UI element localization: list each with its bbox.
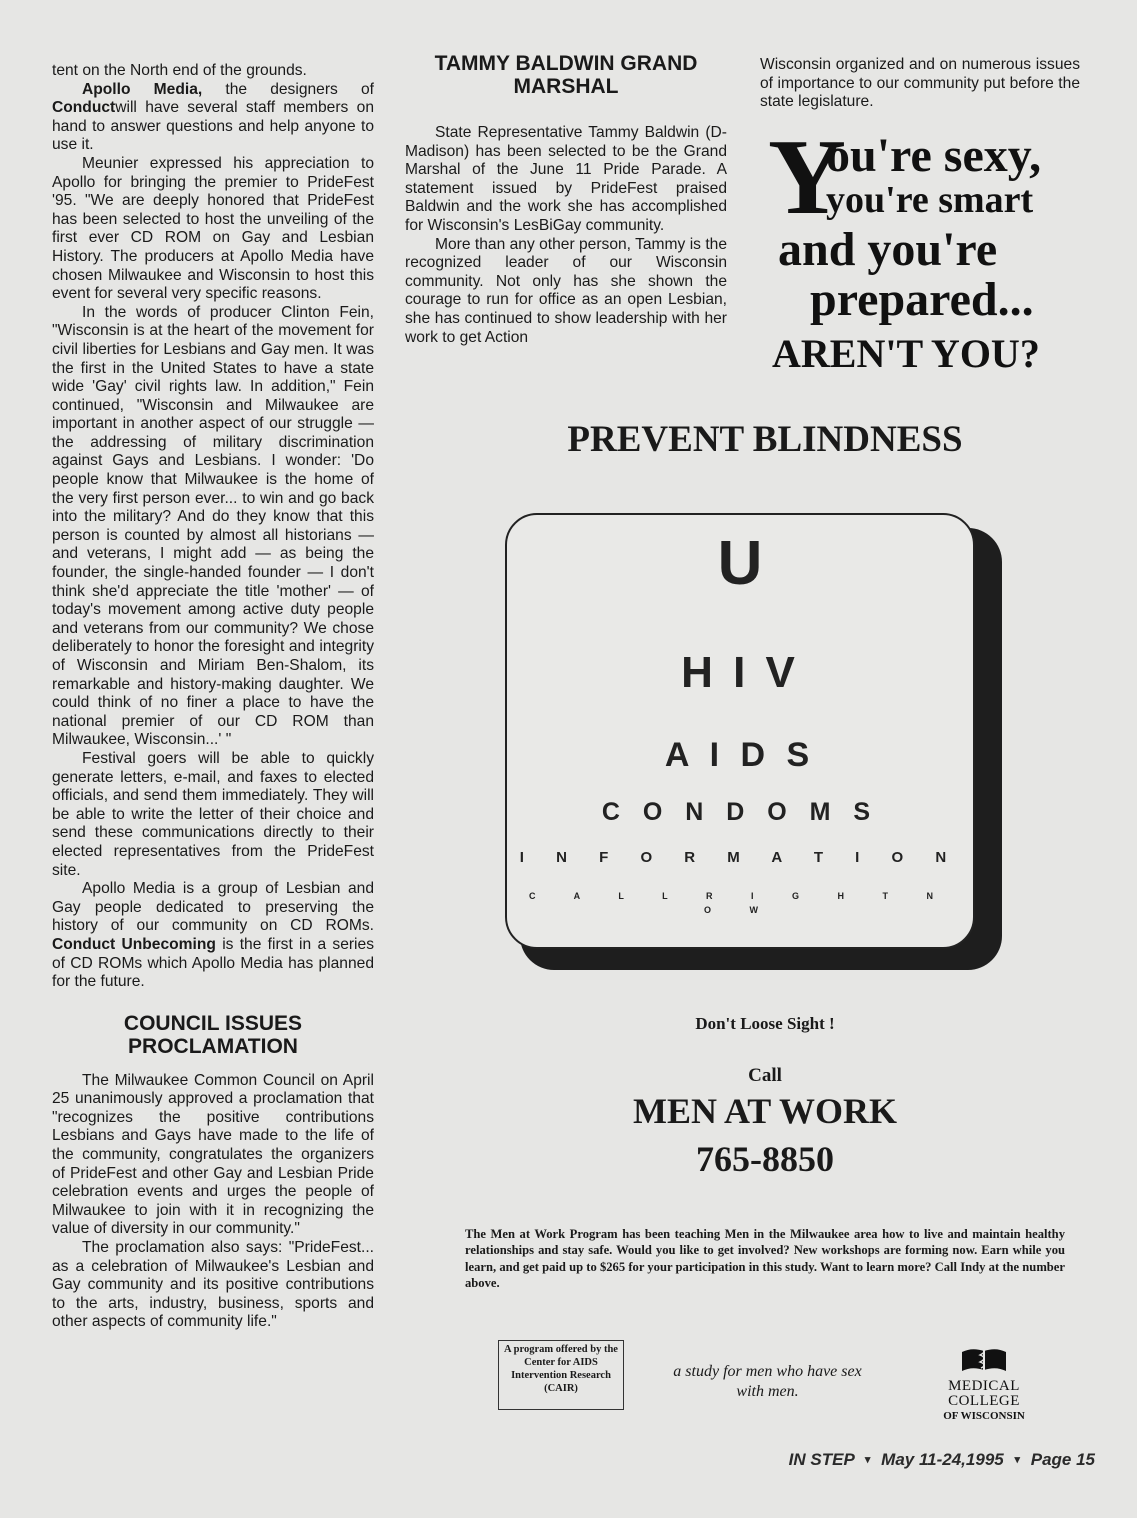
paragraph: More than any other person, Tammy is the recognized leader of our Wisconsin community. Not only has she shown the courage to run for office as an open Lesbian, she has continued to show leadership with her work to get Action	[405, 235, 727, 346]
call-label: Call	[748, 1065, 782, 1086]
section-heading: TAMMY BALDWIN GRAND MARSHAL	[434, 52, 698, 98]
paragraph: Wisconsin organized and on numerous issues of importance to our community put before the state legislature.	[760, 56, 1080, 111]
ad-body-text: The Men at Work Program has been teaching Men in the Milwaukee area how to live and maintain healthy relationships and stay safe. Would you like to get involved? New workshops are forming now. Earn while you learn, and get paid up to $265 for your participation in this study. Want to learn more? Call Indy at the number above.	[465, 1227, 1065, 1290]
paragraph: State Representative Tammy Baldwin (D-Madison) has been selected to be the Grand Marshal of the June 11 Pride Parade. A statement issued by PrideFest praised Baldwin and the work she has accomplished for Wisconsin's LesBiGay community.	[405, 124, 727, 234]
logo-line: COLLEGE	[948, 1393, 1020, 1409]
publication-name: IN STEP	[788, 1450, 855, 1469]
eye-chart-row: U	[717, 529, 763, 598]
eye-chart-row: A I D S	[664, 736, 816, 774]
separator: ▾	[1014, 1454, 1020, 1466]
paragraph	[52, 81, 374, 155]
paragraph: The proclamation also says: "PrideFest... as a celebration of Milwaukee's Lesbian and Gay community and its positive contributions to the arts, industry, business, sports and other aspects of community life."	[52, 1239, 374, 1331]
paragraph: The Milwaukee Common Council on April 25 unanimously approved a proclamation that "recognizes the positive contributions Lesbians and Gays have made to the life of the community, congratulates the organizers of PrideFest and other Gay and Lesbian Pride celebration events and urges the people of Milwaukee to join with it in recognizing the value of diversity in our community."	[52, 1071, 374, 1238]
bold-text: Apollo Media,	[82, 80, 203, 98]
medical-college-logo	[928, 1342, 1040, 1423]
article-column-3	[760, 56, 1080, 112]
issue-date: May 11-24,1995	[881, 1450, 1004, 1469]
separator: ▾	[864, 1454, 871, 1466]
paragraph: tent on the North end of the grounds.	[52, 62, 307, 79]
text: will have several staff members on hand to answer questions and help anyone to use it.	[52, 99, 374, 154]
eye-chart-row: C O N D O M S	[601, 798, 879, 826]
page-footer	[700, 1450, 1095, 1470]
logo-line: OF WISCONSIN	[943, 1410, 1025, 1422]
book-caduceus-icon	[959, 1342, 1009, 1374]
headline-line: ou're sexy,	[826, 129, 1042, 182]
page-number: Page 15	[1030, 1450, 1095, 1469]
big-letter: Y	[768, 118, 846, 237]
paragraph	[52, 880, 374, 992]
paragraph: Festival goers will be able to quickly generate letters, e-mail, and faxes to elected officials, and send them immediately. They will be able to write the letter of their choice and send these communications directly to their elected representatives from the PrideFest site.	[52, 749, 374, 879]
study-tagline: a study for men who have sex with men.	[673, 1363, 862, 1400]
men-at-work: MEN AT WORK	[632, 1091, 898, 1131]
section-heading: COUNCIL ISSUES PROCLAMATION	[123, 1011, 303, 1058]
eye-chart	[505, 513, 975, 949]
eye-chart-row: I N F O R M A T I O N	[519, 849, 961, 866]
dont-loose-sight: Don't Loose Sight !	[695, 1014, 835, 1033]
phone-number: 765-8850	[696, 1139, 834, 1179]
article-column-2	[405, 52, 727, 347]
eye-chart-row: C A L L R I G H T N O W	[528, 891, 951, 915]
text: the designers of	[202, 80, 375, 98]
headline-line: AREN'T YOU?	[772, 331, 1040, 376]
prevent-blindness-heading: PREVENT BLINDNESS	[567, 419, 963, 460]
headline-line: you're smart	[826, 179, 1034, 221]
eye-chart-row: H I V	[681, 648, 799, 697]
article-column-1	[52, 62, 374, 1332]
bold-text: Conduct Unbecoming	[52, 935, 216, 953]
bold-text: Conduct	[52, 99, 116, 117]
text: is the first in a series of CD ROMs which Apollo Media has planned for the future.	[52, 935, 374, 991]
headline-line: prepared...	[810, 273, 1034, 326]
headline-line: and you're	[778, 223, 998, 276]
text: Apollo Media is a group of Lesbian and Gay people dedicated to preserving the history of our community on CD ROMs.	[52, 880, 374, 935]
paragraph: Meunier expressed his appreciation to Apollo for bringing the premier to PrideFest '95. "We are deeply honored that PrideFest has been selected to host the unveiling of the first ever CD ROM on Gay and Lesbian History. The producers at Apollo Media have chosen Milwaukee and Wisconsin to host this event for several very specific reasons.	[52, 154, 374, 303]
cair-box: A program offered by the Center for AIDS Intervention Research (CAIR)	[498, 1340, 624, 1410]
paragraph: In the words of producer Clinton Fein, "Wisconsin is at the heart of the movement for civil liberties for Lesbians and Gay men. It was the first in the United States to have a state wide 'Gay' civil rights law. In addition," Fein continued, "Wisconsin and Milwaukee are important in another aspect of our struggle — the addressing of military discrimination against Gays and Lesbians. I wonder: 'Do people know that Milwaukee is the home of the very first person ever... to win and go back into the military? And do they know that this person is counted by almost all historians — and veterans, I might add — as being the founder, the single-handed founder — I don't think she'd appreciate the title 'mother' — of today's movement among active duty people and veterans from our community? We chose deliberately to honor the foresight and integrity of Wisconsin and Miriam Ben-Shalom, its remarkable and history-making daughter. We could think of no finer a place to have the national premier of our CD ROM than Milwaukee, Wisconsin...' "	[52, 303, 374, 749]
logo-line: MEDICAL	[948, 1378, 1020, 1394]
